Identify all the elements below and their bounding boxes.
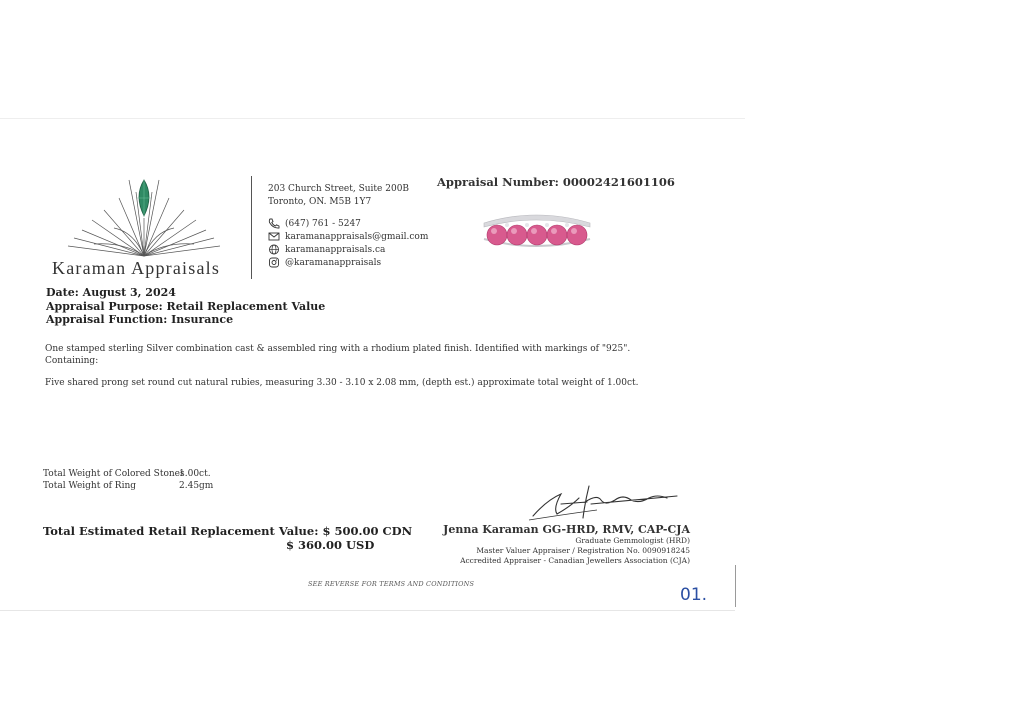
total-value-cdn: $ 500.00 CDN [322,524,413,538]
appraisal-number-label: Appraisal Number: [437,175,559,189]
appraiser-block [406,523,690,566]
contact-block [268,183,428,269]
appraiser-credential: Master Valuer Appraiser / Registration No. 0090918245 [476,546,690,555]
purpose-label: Appraisal Purpose: [46,299,163,313]
weight-value: 1.00ct. [179,469,211,479]
document-right-edge [735,565,736,607]
email-text: karamanappraisals@gmail.com [285,231,429,242]
document-bottom-edge [0,610,735,611]
appraiser-credential: Accredited Appraiser - Canadian Jewellers Association (CJA) [460,556,690,565]
header-divider [251,176,252,279]
appraiser-signature [527,480,687,524]
purpose-value: Retail Replacement Value [166,299,326,313]
function-row [46,313,325,327]
total-value-row [43,524,412,538]
item-description [45,343,645,389]
mail-icon [268,231,280,242]
date-value: August 3, 2024 [82,286,176,299]
weight-row [43,469,213,481]
description-line-1: One stamped sterling Silver combination cast & assembled ring with a rhodium plated finish. Identified with markings of "925". [45,344,631,354]
purpose-row [46,300,325,314]
weight-label: Total Weight of Ring [43,480,137,491]
total-value-label: Total Estimated Retail Replacement Value: [43,524,319,538]
date-label: Date: [46,286,79,299]
company-logo [44,172,250,280]
weight-row [43,481,213,493]
appraisal-number-value: 00002421601106 [562,175,675,189]
phone-text: (647) 761 - 5247 [285,218,361,229]
terms-notice: SEE REVERSE FOR TERMS AND CONDITIONS [308,580,475,588]
website-text: karamanappraisals.ca [285,244,386,255]
globe-icon [268,244,280,255]
weights-table [43,469,213,492]
appraisal-number [437,175,675,189]
instagram-text: @karamanappraisals [285,257,382,268]
function-label: Appraisal Function: [46,313,168,326]
function-value: Insurance [171,313,234,326]
description-line-2: Containing: [45,356,99,366]
weight-value: 2.45gm [179,480,214,491]
company-name: Karaman Appraisals [52,258,221,278]
marquise-emerald-fan-logo-icon [64,172,234,260]
total-value-usd: $ 360.00 USD [286,538,375,552]
address-line-2: Toronto, ON. M5B 1Y7 [268,197,372,207]
phone-icon [268,218,280,229]
date-row [46,286,325,300]
appraiser-name: Jenna Karaman GG-HRD, RMV, CAP-CJA [443,523,690,536]
instagram-icon [268,257,280,268]
ruby-ring-photo [478,209,596,255]
appraiser-credential: Graduate Gemmologist (HRD) [575,536,690,545]
handwritten-page-mark: 01. [680,585,708,605]
appraisal-meta [46,286,325,327]
weight-label: Total Weight of Colored Stones [43,469,185,479]
stones-description: Five shared prong set round cut natural rubies, measuring 3.30 - 3.10 x 2.08 mm, (depth est.) approximate total weight of 1.00ct. [45,378,639,388]
address-line-1: 203 Church Street, Suite 200B [268,184,410,194]
